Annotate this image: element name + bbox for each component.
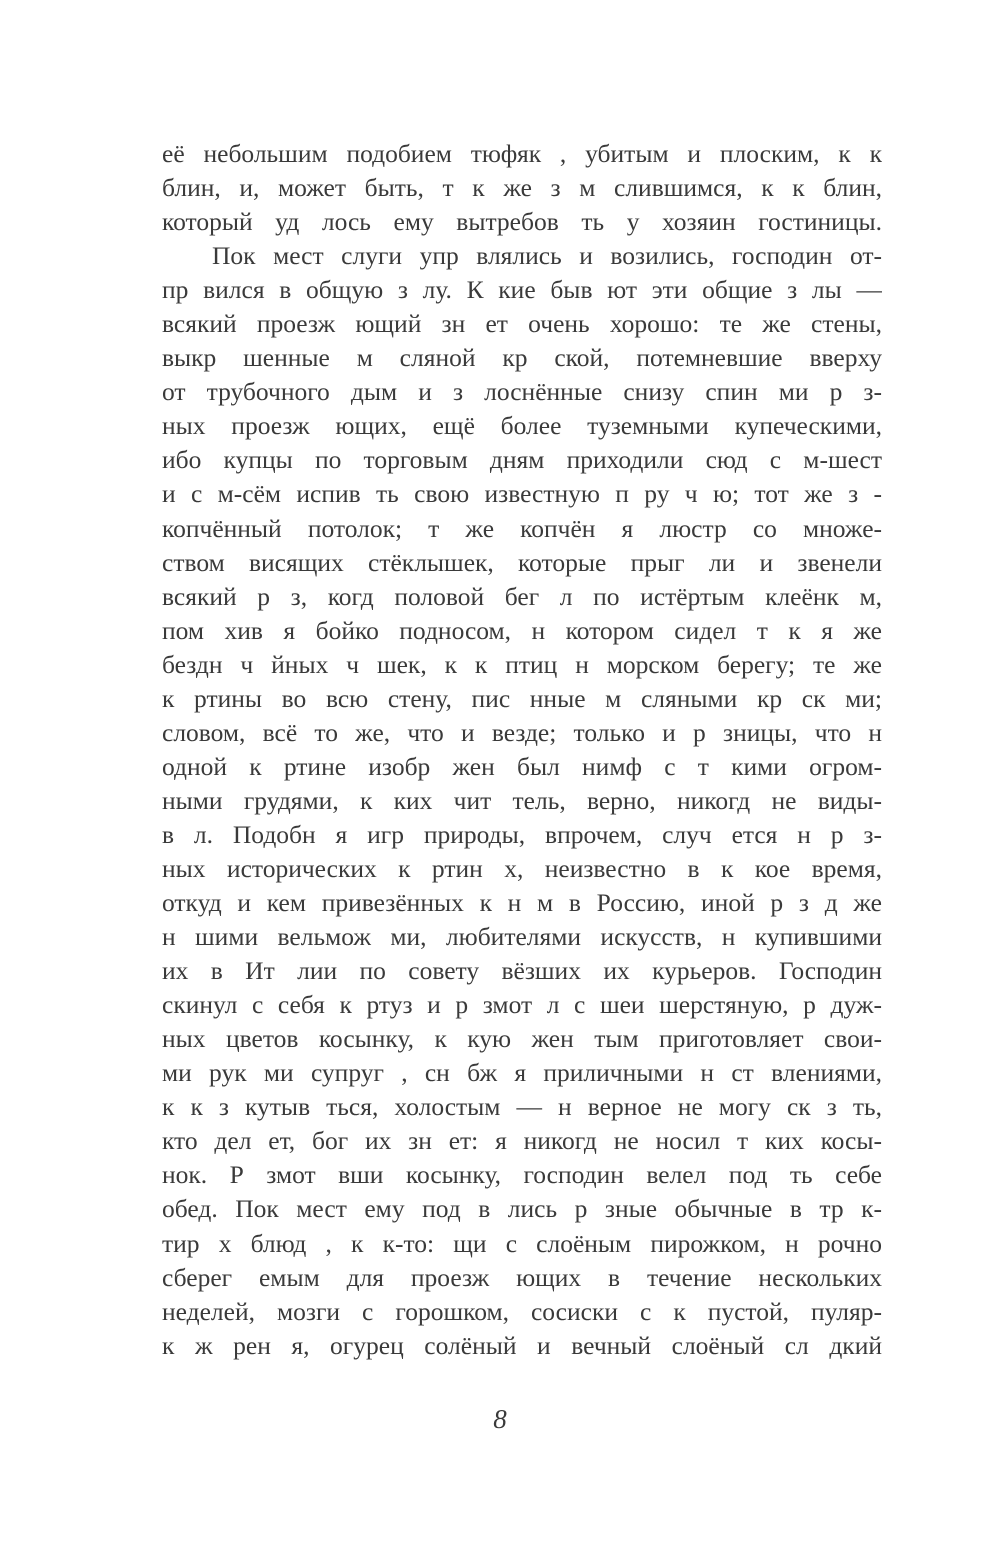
text-line: к к з кутыв ться, холостым — н верное не могу ск з ть, xyxy=(162,1092,882,1122)
text-line: от трубочного дым и з лоснённые снизу спин ми р з- xyxy=(162,377,882,407)
text-line: ными грудями, к ких чит тель, верно, никогд не виды- xyxy=(162,785,882,815)
text-line: к ртины во всю стену, пис нные м сляными кр ск ми; xyxy=(162,683,882,713)
text-line: скинул с себя к ртуз и р змот л с шеи шерстяную, р дуж- xyxy=(162,990,882,1020)
text-line: нок. Р змот вши косынку, господин велел под ть себе xyxy=(162,1160,882,1190)
text-line: обед. Пок мест ему под в лись р зные обычные в тр к- xyxy=(162,1194,882,1224)
text-line: ных проезж ющих, ещё более туземными купеческими, xyxy=(162,411,882,441)
text-line: Пок мест слуги упр влялись и возились, господин от- xyxy=(212,241,882,271)
text-line: кто дел ет, бог их зн ет: я никогд не носил т ких косы- xyxy=(162,1126,882,1156)
text-line: к ж рен я, огурец солёный и вечный слоёный сл дкий xyxy=(162,1330,882,1360)
text-line: сберег емым для проезж ющих в течение нескольких xyxy=(162,1262,882,1292)
text-line: неделей, мозги с горошком, сосиски с к пустой, пуляр- xyxy=(162,1296,882,1326)
text-line: выкр шенные м сляной кр ской, потемневшие вверху xyxy=(162,343,882,373)
text-line: всякий р з, когд половой бег л по истёртым клеёнк м, xyxy=(162,581,882,611)
text-line: откуд и кем привезённых к н м в Россию, иной р з д же xyxy=(162,888,882,918)
text-line: их в Ит лии по совету вёзших их курьеров. Господин xyxy=(162,956,882,986)
text-line: ибо купцы по торговым дням приходили сюд с м-шест xyxy=(162,445,882,475)
text-line: в л. Подобн я игр природы, впрочем, случ ется н р з- xyxy=(162,819,882,849)
text-line: который уд лось ему вытребов ть у хозяин гостиницы. xyxy=(162,207,882,237)
text-line: ми рук ми супруг , сн бж я приличными н ст влениями, xyxy=(162,1058,882,1088)
text-line: ством висящих стёклышек, которые прыг ли и звенели xyxy=(162,547,882,577)
page-number: 8 xyxy=(493,1404,507,1434)
text-line: и с м-сём испив ть свою известную п ру ч ю; тот же з - xyxy=(162,479,882,509)
text-line: бездн ч йных ч шек, к к птиц н морском берегу; те же xyxy=(162,649,882,679)
text-line: её небольшим подобием тюфяк , убитым и плоским, к к xyxy=(162,139,882,168)
text-line: словом, всё то же, что и везде; только и р зницы, что н xyxy=(162,717,882,747)
text-line: ных цветов косынку, к кую жен тым приготовляет свои- xyxy=(162,1024,882,1054)
text-line: одной к ртине изобр жен был нимф с т кими огром- xyxy=(162,751,882,781)
text-line: ных исторических к ртин х, неизвестно в к кое время, xyxy=(162,853,882,883)
text-line: н шими вельмож ми, любителями искусств, н купившими xyxy=(162,922,882,952)
text-line: тир х блюд , к к-то: щи с слоёным пирожком, н рочно xyxy=(162,1228,882,1258)
body-text xyxy=(162,137,882,1363)
text-line: копчённый потолок; т же копчён я люстр со множе- xyxy=(162,513,882,543)
text-line: всякий проезж ющий зн ет очень хорошо: те же стены, xyxy=(162,309,882,339)
text-line: пр вился в общую з лу. К кие быв ют эти общие з лы — xyxy=(162,275,882,305)
text-line: блин, и, может быть, т к же з м слившимся, к к блин, xyxy=(162,173,882,203)
text-line: пом хив я бойко подносом, н котором сидел т к я же xyxy=(162,615,882,645)
